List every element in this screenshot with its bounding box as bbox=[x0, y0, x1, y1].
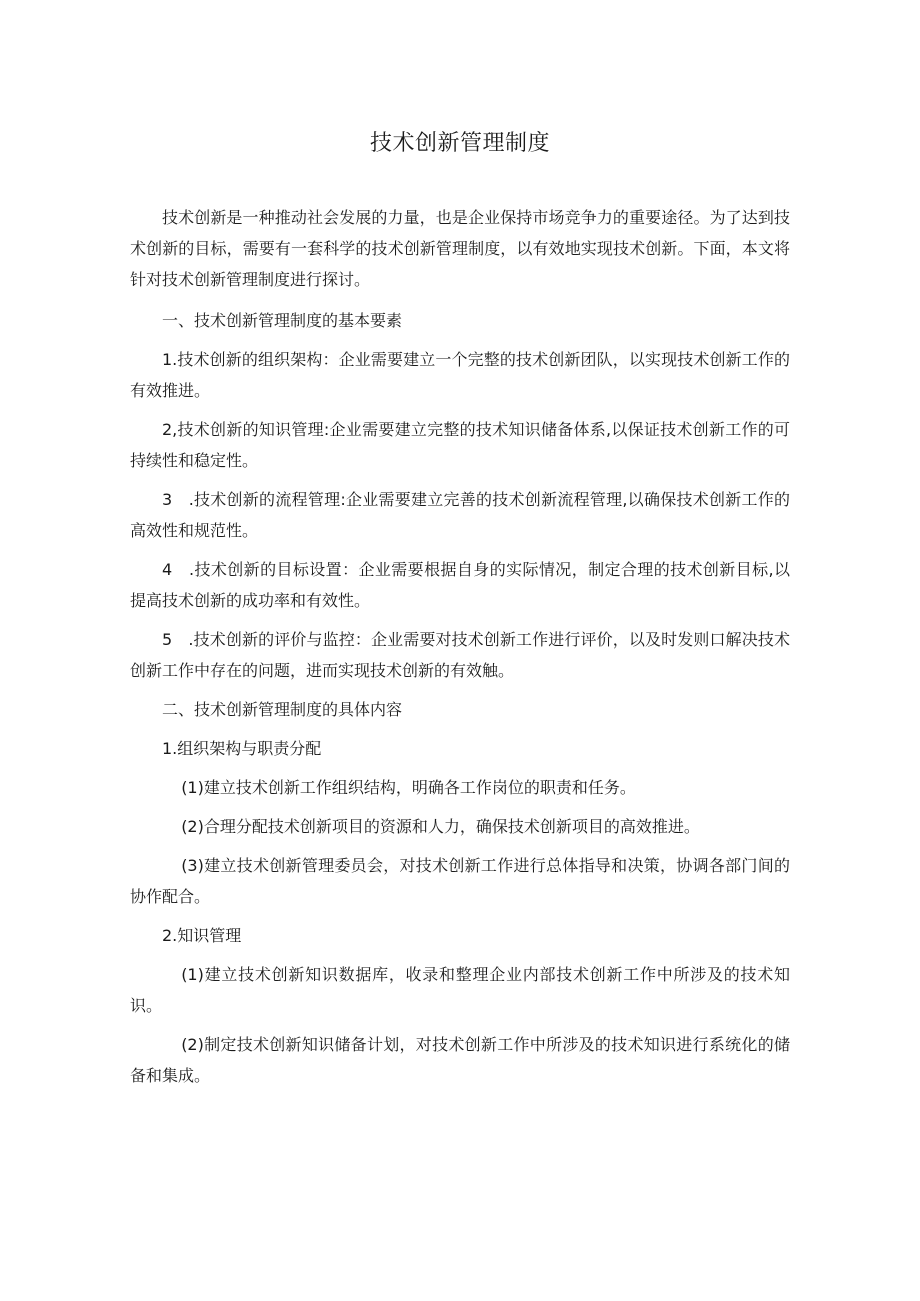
list-item-1: 1.技术创新的组织架构：企业需要建立一个完整的技术创新团队，以实现技术创新工作的有效推进。 bbox=[130, 350, 790, 400]
list-item-2: 2,技术创新的知识管理:企业需要建立完整的技术知识储备体系,以保证技术创新工作的可持续性和稳定性。 bbox=[130, 420, 790, 470]
document-body bbox=[130, 202, 790, 1091]
section-heading-2: 二、技术创新管理制度的具体内容 bbox=[162, 700, 403, 719]
section-heading-1: 一、技术创新管理制度的基本要素 bbox=[162, 311, 403, 330]
list-item-4: 4 .技术创新的目标设置：企业需要根据自身的实际情况，制定合理的技术创新目标,以提高技术创新的成功率和有效性。 bbox=[130, 560, 790, 610]
list-item-5: 5 .技术创新的评价与监控：企业需要对技术创新工作进行评价，以及时发则口解决技术创新工作中存在的问题，进而实现技术创新的有效触。 bbox=[130, 630, 790, 680]
list-item-3: 3 .技术创新的流程管理:企业需要建立完善的技术创新流程管理,以确保技术创新工作的高效性和规范性。 bbox=[130, 490, 790, 540]
sub-item-1-1: (1)建立技术创新工作组织结构，明确各工作岗位的职责和任务。 bbox=[181, 778, 636, 797]
sub-item-2-2: (2)制定技术创新知识储备计划，对技术创新工作中所涉及的技术知识进行系统化的储备和集成。 bbox=[130, 1035, 790, 1085]
intro-paragraph: 技术创新是一种推动社会发展的力量，也是企业保持市场竞争力的重要途径。为了达到技术创新的目标，需要有一套科学的技术创新管理制度，以有效地实现技术创新。下面，本文将针对技术创新管理制度进行探讨。 bbox=[130, 208, 790, 289]
subsection-heading-1: 1.组织架构与职责分配 bbox=[162, 739, 322, 758]
sub-item-1-2: (2)合理分配技术创新项目的资源和人力，确保技术创新项目的高效推进。 bbox=[181, 817, 700, 836]
document-title: 技术创新管理制度 bbox=[369, 131, 550, 156]
sub-item-1-3: (3)建立技术创新管理委员会，对技术创新工作进行总体指导和决策，协调各部门间的协作配合。 bbox=[130, 856, 790, 906]
subsection-heading-2: 2.知识管理 bbox=[162, 926, 242, 945]
sub-item-2-1: (1)建立技术创新知识数据库，收录和整理企业内部技术创新工作中所涉及的技术知识。 bbox=[130, 965, 790, 1015]
